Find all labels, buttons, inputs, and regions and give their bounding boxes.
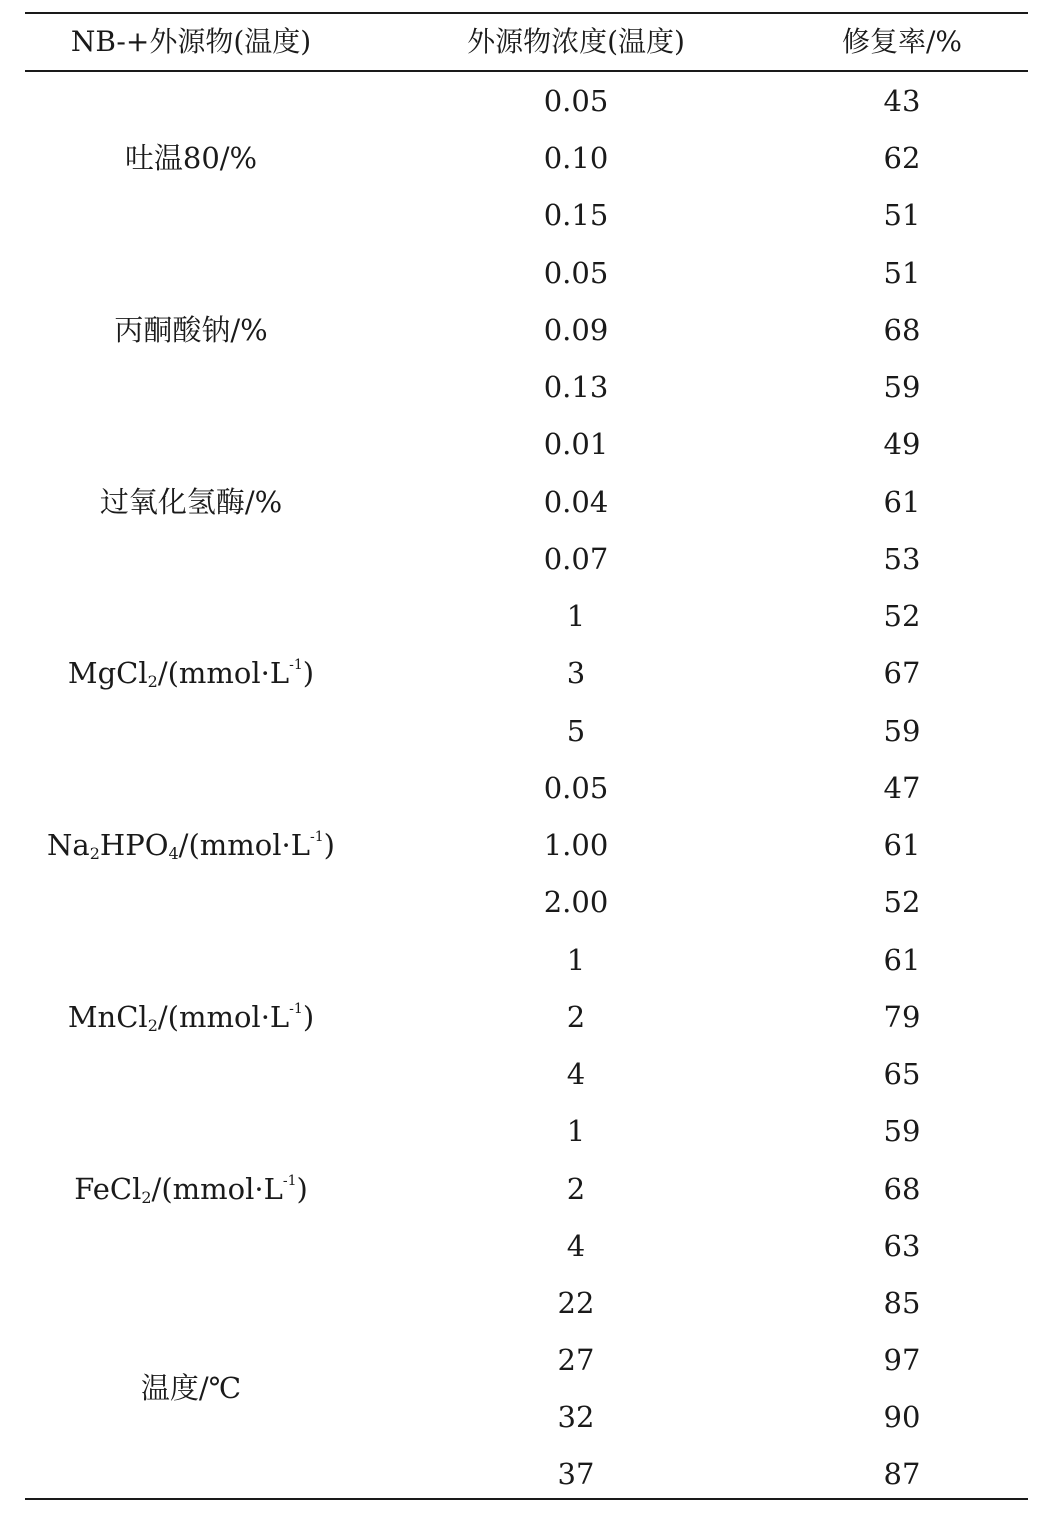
cell-rate: 43 [883,84,921,118]
cell-rate: 49 [883,427,921,461]
cell-concentration: 37 [557,1457,595,1491]
cell-concentration: 0.05 [543,84,609,118]
cell-rate: 62 [883,141,921,175]
cell-rate: 47 [883,771,921,805]
group-label-tween80: 吐温80/% [124,141,258,175]
cell-concentration: 27 [557,1343,595,1377]
cell-concentration: 32 [557,1400,595,1434]
group-label-mncl2: $MnCl_2/(mmol\cdot L^{-1})$ [67,1000,315,1035]
cell-concentration: 1.00 [543,828,609,862]
cell-concentration: 4 [566,1057,586,1091]
cell-concentration: 3 [566,656,586,690]
cell-rate: 61 [883,828,921,862]
cell-concentration: 2 [566,1000,586,1034]
cell-concentration: 0.15 [543,198,609,232]
cell-rate: 79 [883,1000,921,1034]
cell-concentration: 2 [566,1172,586,1206]
cell-concentration: 0.05 [543,256,609,290]
group-label-catalase: 过氧化氢酶/% [99,485,283,519]
cell-concentration: 2.00 [543,885,609,919]
cell-concentration: 22 [557,1286,595,1320]
cell-concentration: 4 [566,1229,586,1263]
cell-rate: 59 [883,1114,921,1148]
cell-rate: 65 [883,1057,921,1091]
group-label-na2hpo4: $Na_2HPO_4/(mmol\cdot L^{-1})$ [47,828,335,863]
cell-concentration: 5 [566,714,586,748]
bottom-rule [25,1498,1028,1500]
cell-concentration: 1 [566,599,586,633]
header-rule [25,70,1028,72]
cell-rate: 68 [883,313,921,347]
cell-rate: 97 [883,1343,921,1377]
cell-rate: 61 [883,485,921,519]
cell-concentration: 0.07 [543,542,609,576]
cell-concentration: 0.10 [543,141,609,175]
cell-rate: 52 [883,599,921,633]
cell-rate: 59 [883,714,921,748]
cell-concentration: 0.04 [543,485,609,519]
group-label-mgcl2: $MgCl_2/(mmol\cdot L^{-1})$ [67,656,315,691]
group-label-fecl2: $FeCl_2/(mmol\cdot L^{-1})$ [74,1172,308,1207]
cell-concentration: 0.13 [543,370,609,404]
cell-rate: 90 [883,1400,921,1434]
cell-rate: 52 [883,885,921,919]
cell-rate: 63 [883,1229,921,1263]
cell-rate: 68 [883,1172,921,1206]
cell-rate: 67 [883,656,921,690]
header-repair-rate: 修复率/% [841,25,963,58]
cell-rate: 87 [883,1457,921,1491]
cell-rate: 59 [883,370,921,404]
cell-concentration: 0.09 [543,313,609,347]
header-additive: NB-+外源物(温度) [70,25,312,58]
group-label-temperature: 温度/℃ [140,1371,242,1405]
header-concentration: 外源物浓度(温度) [467,25,685,58]
cell-rate: 85 [883,1286,921,1320]
top-rule [25,12,1028,14]
cell-rate: 51 [883,198,921,232]
cell-concentration: 1 [566,943,586,977]
cell-concentration: 1 [566,1114,586,1148]
cell-rate: 61 [883,943,921,977]
cell-concentration: 0.01 [543,427,609,461]
cell-concentration: 0.05 [543,771,609,805]
cell-rate: 51 [883,256,921,290]
group-label-sodium-pyruvate: 丙酮酸钠/% [114,313,268,347]
cell-rate: 53 [883,542,921,576]
